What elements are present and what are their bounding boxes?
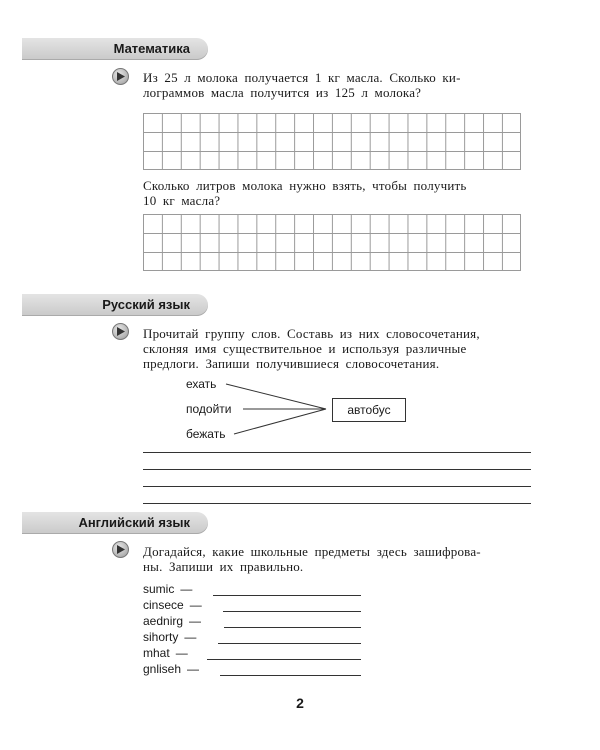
- answer-blank[interactable]: [224, 627, 361, 628]
- text-line: 10 кг масла?: [143, 193, 221, 208]
- play-icon: [112, 541, 129, 558]
- dash: —: [175, 646, 188, 660]
- word-row: [143, 582, 192, 598]
- word-row: [143, 598, 202, 614]
- page-number: 2: [296, 695, 304, 711]
- scrambled-word: sumic: [143, 582, 175, 596]
- section-title: Математика: [113, 41, 190, 56]
- word-row: [143, 662, 199, 678]
- answer-line[interactable]: [143, 452, 531, 453]
- text-line: ны. Запиши их правильно.: [143, 559, 304, 574]
- section-header-english: [22, 512, 208, 534]
- text-line: предлоги. Запиши получившиеся словосочетания.: [143, 356, 440, 371]
- dash: —: [189, 598, 202, 612]
- answer-blank[interactable]: [223, 611, 361, 612]
- answer-blank[interactable]: [220, 675, 361, 676]
- text-line: Из 25 л молока получается 1 кг масла. Сколько ки-: [143, 70, 461, 85]
- section-title: Русский язык: [102, 297, 190, 312]
- scrambled-word: gnliseh: [143, 662, 182, 676]
- dash: —: [187, 662, 200, 676]
- noun-box: автобус: [332, 398, 406, 422]
- scrambled-word: mhat: [143, 646, 170, 660]
- answer-blank[interactable]: [207, 659, 361, 660]
- scrambled-word: sihorty: [143, 630, 179, 644]
- word-verb: подойти: [186, 402, 232, 416]
- word-row: [143, 646, 188, 662]
- task-text: [143, 544, 533, 574]
- scrambled-word: aednirg: [143, 614, 184, 628]
- text-line: Прочитай группу слов. Составь из них словосочетания,: [143, 326, 480, 341]
- answer-line[interactable]: [143, 503, 531, 504]
- answer-blank[interactable]: [218, 643, 361, 644]
- text-line: лограммов масла получится из 125 л молока?: [143, 85, 422, 100]
- scrambled-word: cinsece: [143, 598, 184, 612]
- answer-blank[interactable]: [213, 595, 361, 596]
- answer-line[interactable]: [143, 469, 531, 470]
- word-verb: бежать: [186, 427, 226, 441]
- text-line: Догадайся, какие школьные предметы здесь зашифрова-: [143, 544, 481, 559]
- dash: —: [180, 582, 193, 596]
- answer-line[interactable]: [143, 486, 531, 487]
- text-line: Сколько литров молока нужно взять, чтобы получить: [143, 178, 467, 193]
- section-title: Английский язык: [78, 515, 190, 530]
- word-verb: ехать: [186, 377, 217, 391]
- word-row: [143, 614, 201, 630]
- word-row: [143, 630, 196, 646]
- dash: —: [189, 614, 202, 628]
- dash: —: [184, 630, 197, 644]
- text-line: склоняя имя существительное и используя различные: [143, 341, 467, 356]
